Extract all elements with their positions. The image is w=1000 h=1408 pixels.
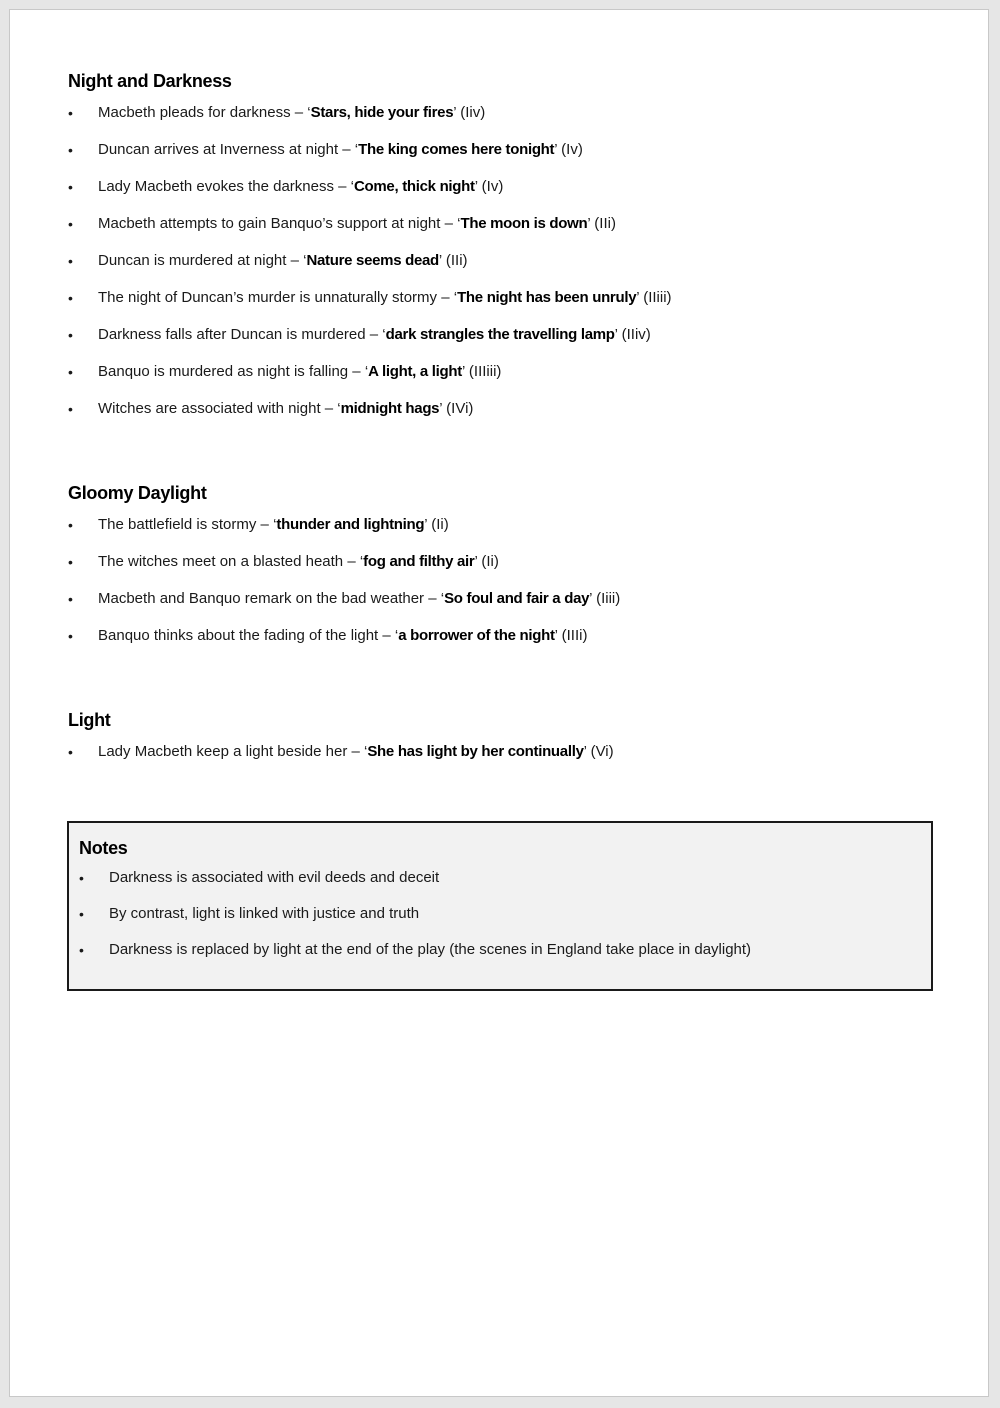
section-gloomy-daylight	[68, 480, 930, 662]
bullet-icon: •	[79, 942, 84, 958]
note-text: Darkness is associated with evil deeds and deceit	[109, 869, 440, 886]
note-text: By contrast, light is linked with justice and truth	[109, 905, 420, 922]
item-text: Duncan arrives at Inverness at night – ‘	[98, 141, 359, 158]
bullet-icon: •	[68, 554, 73, 570]
list-item	[68, 139, 930, 176]
item-quote: A light, a light	[368, 363, 462, 380]
item-quote: Nature seems dead	[306, 252, 439, 269]
bullet-icon: •	[79, 906, 84, 922]
bullet-icon: •	[68, 179, 73, 195]
item-quote: Stars, hide your fires	[310, 104, 454, 121]
item-text: Macbeth pleads for darkness – ‘	[98, 104, 311, 121]
list-item	[68, 625, 930, 662]
bullet-icon: •	[68, 401, 73, 417]
list-item	[68, 514, 930, 551]
item-quote: fog and filthy air	[363, 553, 475, 570]
list-item	[68, 213, 930, 250]
item-ref: ’ (Iv)	[554, 141, 583, 158]
quote-list	[68, 514, 930, 662]
bullet-icon: •	[68, 327, 73, 343]
item-ref: ’ (Vi)	[583, 743, 614, 760]
list-item	[79, 867, 921, 903]
item-quote: midnight hags	[340, 400, 440, 417]
bullet-icon: •	[79, 870, 84, 886]
list-item	[68, 398, 930, 435]
item-ref: ’ (IIi)	[587, 215, 616, 232]
bullet-icon: •	[68, 591, 73, 607]
section-heading: Night and Darkness	[68, 71, 232, 91]
list-item	[68, 324, 930, 361]
item-ref: ’ (IVi)	[439, 400, 474, 417]
item-quote: a borrower of the night	[398, 627, 555, 644]
list-item	[68, 176, 930, 213]
item-quote: She has light by her continually	[367, 743, 584, 760]
item-ref: ’ (Iv)	[474, 178, 504, 195]
list-item	[79, 939, 921, 975]
item-quote: Come, thick night	[353, 178, 475, 195]
list-item	[68, 588, 930, 625]
bullet-icon: •	[68, 744, 73, 760]
item-text: Banquo is murdered as night is falling – ‘	[98, 363, 369, 380]
item-ref: ’ (IIIiii)	[461, 363, 502, 380]
item-quote: The moon is down	[460, 215, 588, 232]
bullet-icon: •	[68, 364, 73, 380]
item-text: Banquo thinks about the fading of the light – ‘	[98, 627, 399, 644]
item-ref: ’ (Iiii)	[589, 590, 621, 607]
item-text: The battlefield is stormy – ‘	[98, 516, 277, 533]
item-quote: The night has been unruly	[457, 289, 637, 306]
list-item	[79, 903, 921, 939]
item-text: The witches meet on a blasted heath – ‘	[98, 553, 364, 570]
item-ref: ’ (IIiv)	[614, 326, 651, 343]
notes-heading: Notes	[79, 838, 128, 858]
section-night-and-darkness	[68, 68, 930, 435]
bullet-icon: •	[68, 628, 73, 644]
item-ref: ’ (Iiv)	[453, 104, 486, 121]
quote-list	[68, 102, 930, 435]
item-quote: So foul and fair a day	[444, 590, 590, 607]
item-text: Darkness falls after Duncan is murdered – ‘	[98, 326, 386, 343]
notes-box	[67, 821, 933, 991]
bullet-icon: •	[68, 517, 73, 533]
quote-list	[68, 741, 930, 778]
item-quote: dark strangles the travelling lamp	[385, 326, 615, 343]
bullet-icon: •	[68, 142, 73, 158]
section-heading: Gloomy Daylight	[68, 483, 207, 503]
item-text: Macbeth attempts to gain Banquo’s support at night – ‘	[98, 215, 461, 232]
item-ref: ’ (Ii)	[474, 553, 499, 570]
document-page	[9, 9, 989, 1397]
item-quote: thunder and lightning	[276, 516, 425, 533]
bullet-icon: •	[68, 105, 73, 121]
notes-list	[79, 867, 921, 975]
list-item	[68, 551, 930, 588]
list-item	[68, 361, 930, 398]
list-item	[68, 741, 930, 778]
item-text: The night of Duncan’s murder is unnaturally stormy – ‘	[98, 289, 458, 306]
note-text: Darkness is replaced by light at the end of the play (the scenes in England take place in daylight)	[109, 941, 752, 958]
item-ref: ’ (IIIi)	[554, 627, 588, 644]
item-text: Macbeth and Banquo remark on the bad weather – ‘	[98, 590, 445, 607]
section-heading: Light	[68, 710, 111, 730]
item-ref: ’ (Ii)	[424, 516, 449, 533]
bullet-icon: •	[68, 290, 73, 306]
item-quote: The king comes here tonight	[358, 141, 555, 158]
item-text: Lady Macbeth evokes the darkness – ‘	[98, 178, 354, 195]
section-light	[68, 707, 930, 778]
list-item	[68, 250, 930, 287]
bullet-icon: •	[68, 253, 73, 269]
list-item	[68, 102, 930, 139]
item-ref: ’ (IIiii)	[636, 289, 672, 306]
item-text: Lady Macbeth keep a light beside her – ‘	[98, 743, 368, 760]
list-item	[68, 287, 930, 324]
item-text: Duncan is murdered at night – ‘	[98, 252, 307, 269]
item-ref: ’ (IIi)	[438, 252, 468, 269]
item-text: Witches are associated with night – ‘	[98, 400, 341, 417]
bullet-icon: •	[68, 216, 73, 232]
